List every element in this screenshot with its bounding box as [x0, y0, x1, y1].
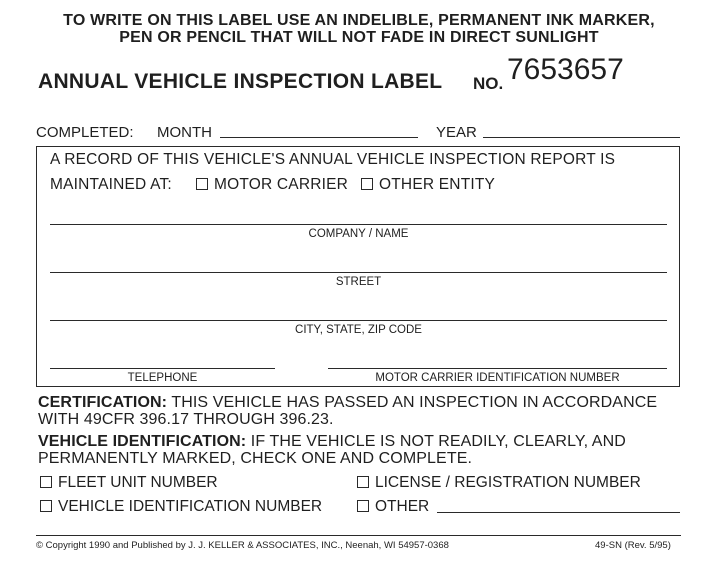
year-field[interactable]	[483, 137, 680, 138]
street-field[interactable]	[50, 272, 667, 273]
vehicle-id-text-2: PERMANENTLY MARKED, CHECK ONE AND COMPLETE.	[38, 450, 473, 467]
city-state-zip-label: CITY, STATE, ZIP CODE	[295, 324, 422, 336]
vehicle-id-heading: VEHICLE IDENTIFICATION:	[38, 433, 247, 450]
company-name-field[interactable]	[50, 224, 667, 225]
footer-divider	[36, 535, 681, 536]
vin-label: VEHICLE IDENTIFICATION NUMBER	[58, 498, 323, 515]
year-label: YEAR	[436, 124, 477, 141]
vehicle-id-text-1: IF THE VEHICLE IS NOT READILY, CLEARLY, AND	[250, 433, 626, 450]
telephone-label: TELEPHONE	[127, 372, 198, 384]
maintained-at-label: MAINTAINED AT:	[50, 176, 172, 193]
copyright-text: © Copyright 1990 and Published by J. J. KELLER & ASSOCIATES, INC., Neenah, WI 54957-0368	[36, 540, 449, 551]
certification-line-1	[38, 394, 657, 411]
motor-carrier-option[interactable]	[196, 176, 348, 194]
other-checkbox[interactable]	[357, 500, 369, 512]
certification-heading: CERTIFICATION:	[38, 394, 168, 411]
street-label: STREET	[335, 276, 382, 288]
record-text: A RECORD OF THIS VEHICLE'S ANNUAL VEHICLE INSPECTION REPORT IS	[50, 151, 616, 168]
other-label: OTHER	[375, 498, 430, 515]
other-field[interactable]	[437, 512, 680, 513]
fleet-unit-option[interactable]	[40, 474, 218, 492]
fleet-unit-checkbox[interactable]	[40, 476, 52, 488]
motor-carrier-label: MOTOR CARRIER	[214, 176, 349, 193]
motor-carrier-id-field[interactable]	[328, 368, 667, 369]
license-option[interactable]	[357, 474, 641, 492]
license-checkbox[interactable]	[357, 476, 369, 488]
number-label: NO.	[473, 74, 504, 93]
other-option[interactable]	[357, 498, 429, 516]
vehicle-id-line-1	[38, 433, 626, 450]
company-name-label: COMPANY / NAME	[308, 228, 409, 240]
certification-text-1: THIS VEHICLE HAS PASSED AN INSPECTION IN ACCORDANCE	[171, 394, 658, 411]
warning-line-2: PEN OR PENCIL THAT WILL NOT FADE IN DIRECT SUNLIGHT	[119, 29, 599, 46]
month-label: MONTH	[157, 124, 212, 141]
motor-carrier-id-label: MOTOR CARRIER IDENTIFICATION NUMBER	[375, 372, 620, 384]
serial-number: 7653657	[507, 53, 624, 86]
other-entity-option[interactable]	[361, 176, 495, 194]
vin-option[interactable]	[40, 498, 322, 516]
certification-text-2: WITH 49CFR 396.17 THROUGH 396.23.	[38, 411, 334, 428]
other-entity-label: OTHER ENTITY	[379, 176, 496, 193]
motor-carrier-checkbox[interactable]	[196, 178, 208, 190]
vin-checkbox[interactable]	[40, 500, 52, 512]
other-entity-checkbox[interactable]	[361, 178, 373, 190]
license-label: LICENSE / REGISTRATION NUMBER	[375, 474, 641, 491]
warning-line-1: TO WRITE ON THIS LABEL USE AN INDELIBLE, PERMANENT INK MARKER,	[63, 12, 655, 29]
form-number: 49-SN (Rev. 5/95)	[595, 540, 671, 551]
fleet-unit-label: FLEET UNIT NUMBER	[58, 474, 218, 491]
label-title: ANNUAL VEHICLE INSPECTION LABEL	[38, 70, 443, 93]
telephone-field[interactable]	[50, 368, 275, 369]
city-state-zip-field[interactable]	[50, 320, 667, 321]
completed-label: COMPLETED:	[36, 124, 134, 141]
month-field[interactable]	[220, 137, 418, 138]
